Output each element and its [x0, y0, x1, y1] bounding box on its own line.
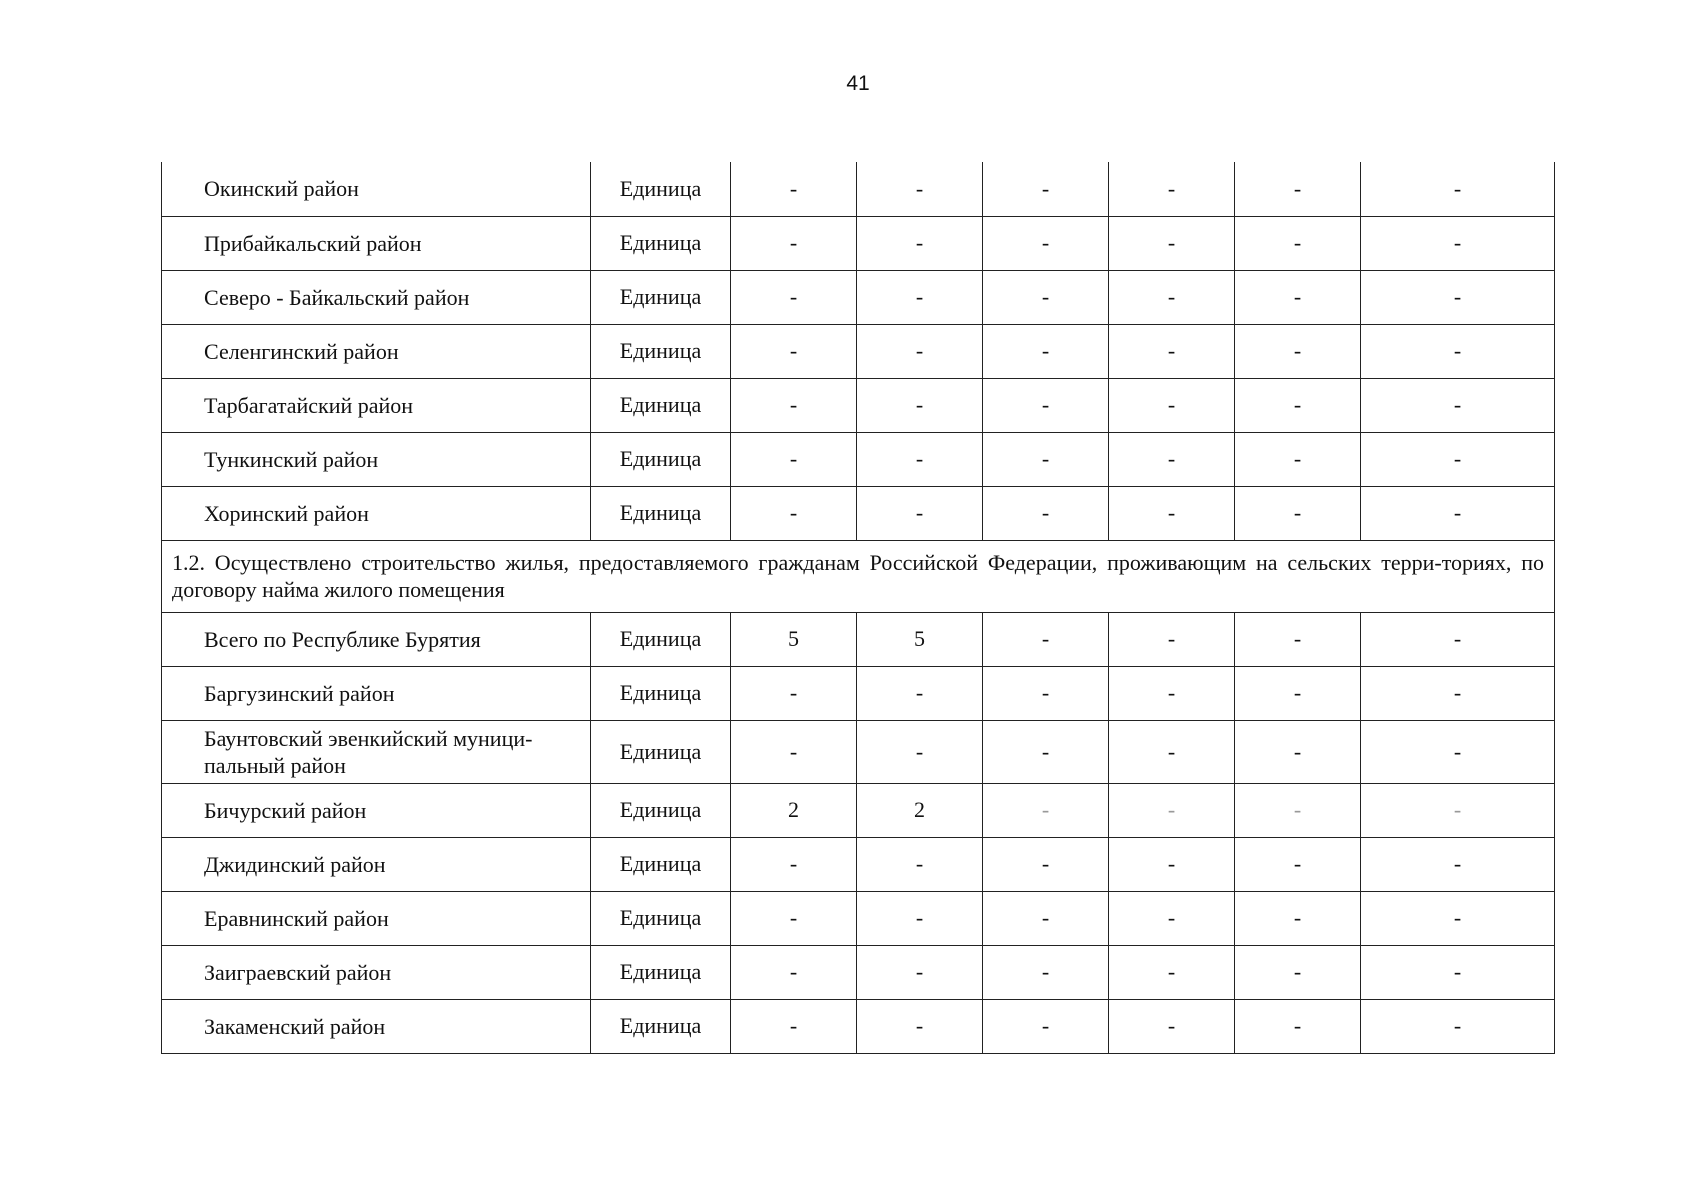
table-row [162, 666, 1555, 720]
value-cell: - [983, 162, 1109, 216]
value-cell: - [1361, 612, 1555, 666]
district-name: Бичурский район [162, 783, 591, 837]
value-cell: - [1109, 837, 1235, 891]
value-cell: - [1109, 999, 1235, 1053]
value-cell: - [857, 270, 983, 324]
value-cell: - [731, 324, 857, 378]
value-cell: - [857, 891, 983, 945]
value-cell: - [983, 720, 1109, 783]
indicator-table [161, 162, 1555, 1054]
district-name: Еравнинский район [162, 891, 591, 945]
value-cell: - [1109, 666, 1235, 720]
value-cell: - [1235, 162, 1361, 216]
value-cell: - [731, 720, 857, 783]
value-cell: - [857, 666, 983, 720]
unit-cell: Единица [591, 216, 731, 270]
district-name: Всего по Республике Бурятия [162, 612, 591, 666]
value-cell: - [983, 783, 1109, 837]
value-cell: - [1235, 945, 1361, 999]
value-cell: - [1109, 378, 1235, 432]
unit-cell: Единица [591, 666, 731, 720]
unit-cell: Единица [591, 324, 731, 378]
value-cell: 5 [731, 612, 857, 666]
value-cell: - [1361, 216, 1555, 270]
value-cell: - [1361, 162, 1555, 216]
value-cell: - [1235, 486, 1361, 540]
value-cell: - [1361, 837, 1555, 891]
value-cell: - [1109, 324, 1235, 378]
value-cell: - [1361, 783, 1555, 837]
value-cell: - [983, 837, 1109, 891]
value-cell: - [1235, 378, 1361, 432]
value-cell: - [731, 945, 857, 999]
value-cell: - [1235, 324, 1361, 378]
value-cell: - [1235, 270, 1361, 324]
value-cell: - [731, 837, 857, 891]
value-cell: - [731, 486, 857, 540]
value-cell: - [857, 486, 983, 540]
table-row [162, 837, 1555, 891]
section-heading-row [162, 540, 1555, 612]
value-cell: - [1361, 432, 1555, 486]
value-cell: - [731, 216, 857, 270]
table-row [162, 720, 1555, 783]
district-name: Джидинский район [162, 837, 591, 891]
value-cell: - [857, 324, 983, 378]
district-name: Северо - Байкальский район [162, 270, 591, 324]
table-row [162, 891, 1555, 945]
district-name: Селенгинский район [162, 324, 591, 378]
value-cell: - [1235, 891, 1361, 945]
value-cell: - [1109, 720, 1235, 783]
district-name: Хоринский район [162, 486, 591, 540]
section-heading: 1.2. Осуществлено строительство жилья, предоставляемого гражданам Российской Федерации, проживающим на сельских терри-ториях, по договору найма жилого помещения [162, 540, 1555, 612]
value-cell: - [1361, 270, 1555, 324]
value-cell: - [1361, 999, 1555, 1053]
value-cell: - [983, 612, 1109, 666]
table-row [162, 612, 1555, 666]
value-cell: - [731, 270, 857, 324]
value-cell: - [731, 378, 857, 432]
value-cell: - [857, 720, 983, 783]
value-cell: - [1235, 999, 1361, 1053]
value-cell: 2 [731, 783, 857, 837]
unit-cell: Единица [591, 783, 731, 837]
value-cell: - [983, 270, 1109, 324]
value-cell: - [1361, 324, 1555, 378]
value-cell: - [1361, 486, 1555, 540]
unit-cell: Единица [591, 432, 731, 486]
district-name: Окинский район [162, 162, 591, 216]
unit-cell: Единица [591, 378, 731, 432]
table-row [162, 999, 1555, 1053]
district-name: Тарбагатайский район [162, 378, 591, 432]
value-cell: - [857, 216, 983, 270]
value-cell: - [983, 486, 1109, 540]
value-cell: - [857, 432, 983, 486]
value-cell: - [1109, 270, 1235, 324]
district-name: Тункинский район [162, 432, 591, 486]
table-row [162, 216, 1555, 270]
value-cell: - [857, 378, 983, 432]
value-cell: - [1235, 720, 1361, 783]
value-cell: - [731, 162, 857, 216]
value-cell: - [1109, 486, 1235, 540]
value-cell: - [983, 891, 1109, 945]
value-cell: - [983, 432, 1109, 486]
unit-cell: Единица [591, 837, 731, 891]
value-cell: - [1109, 783, 1235, 837]
value-cell: - [731, 432, 857, 486]
table-row [162, 486, 1555, 540]
value-cell: - [857, 999, 983, 1053]
value-cell: - [1361, 378, 1555, 432]
value-cell: - [1109, 216, 1235, 270]
table-row [162, 270, 1555, 324]
value-cell: - [1235, 837, 1361, 891]
table-row [162, 432, 1555, 486]
value-cell: - [1235, 666, 1361, 720]
value-cell: - [1361, 666, 1555, 720]
value-cell: - [1361, 720, 1555, 783]
value-cell: - [1109, 891, 1235, 945]
unit-cell: Единица [591, 162, 731, 216]
district-name: Прибайкальский район [162, 216, 591, 270]
unit-cell: Единица [591, 270, 731, 324]
value-cell: - [983, 378, 1109, 432]
value-cell: - [1109, 945, 1235, 999]
unit-cell: Единица [591, 612, 731, 666]
table-row [162, 162, 1555, 216]
value-cell: - [731, 666, 857, 720]
value-cell: - [983, 999, 1109, 1053]
value-cell: - [983, 945, 1109, 999]
value-cell: - [1235, 216, 1361, 270]
page-number: 41 [846, 72, 870, 95]
value-cell: - [983, 666, 1109, 720]
district-name: Баргузинский район [162, 666, 591, 720]
value-cell: - [1235, 612, 1361, 666]
value-cell: - [1361, 945, 1555, 999]
value-cell: - [983, 216, 1109, 270]
value-cell: - [1109, 432, 1235, 486]
value-cell: - [1235, 432, 1361, 486]
value-cell: - [1361, 891, 1555, 945]
value-cell: - [983, 324, 1109, 378]
district-name: Заиграевский район [162, 945, 591, 999]
table-row [162, 783, 1555, 837]
unit-cell: Единица [591, 891, 731, 945]
table-row [162, 378, 1555, 432]
value-cell: - [857, 837, 983, 891]
district-name: Баунтовский эвенкийский муници-пальный район [162, 720, 591, 783]
value-cell: - [1235, 783, 1361, 837]
value-cell: - [857, 162, 983, 216]
value-cell: - [731, 999, 857, 1053]
unit-cell: Единица [591, 999, 731, 1053]
unit-cell: Единица [591, 486, 731, 540]
table-row [162, 945, 1555, 999]
value-cell: 2 [857, 783, 983, 837]
value-cell: - [731, 891, 857, 945]
unit-cell: Единица [591, 945, 731, 999]
unit-cell: Единица [591, 720, 731, 783]
value-cell: 5 [857, 612, 983, 666]
table-row [162, 324, 1555, 378]
value-cell: - [857, 945, 983, 999]
value-cell: - [1109, 162, 1235, 216]
value-cell: - [1109, 612, 1235, 666]
district-name: Закаменский район [162, 999, 591, 1053]
